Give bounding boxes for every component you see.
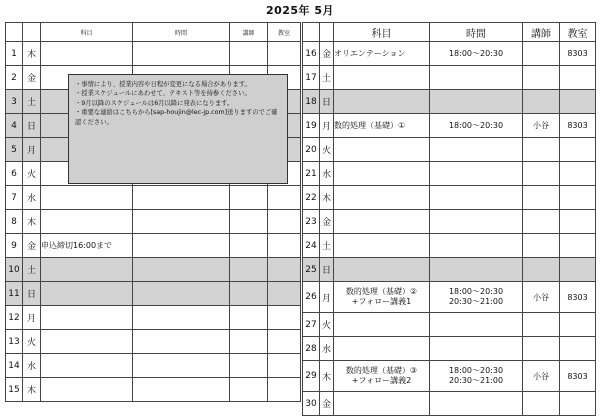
table-row: [6, 330, 301, 354]
time-cell: [430, 66, 523, 90]
day-cell: 4: [6, 114, 23, 138]
time-cell: [133, 354, 230, 378]
table-row: [6, 234, 301, 258]
time-cell: [430, 90, 523, 114]
weekday-cell: 土: [320, 234, 334, 258]
weekday-cell: 水: [320, 162, 334, 186]
time-cell: [430, 337, 523, 361]
room-cell: [560, 258, 596, 282]
subject-cell: [334, 210, 430, 234]
table-row: [6, 306, 301, 330]
time-cell: [430, 162, 523, 186]
room-cell: [560, 162, 596, 186]
lecturer-cell: [523, 42, 560, 66]
header-time: 時間: [430, 23, 523, 42]
day-cell: 7: [6, 186, 23, 210]
weekday-cell: 日: [320, 258, 334, 282]
weekday-cell: 金: [320, 392, 334, 416]
room-cell: [268, 234, 301, 258]
weekday-cell: 土: [320, 66, 334, 90]
day-cell: 11: [6, 282, 23, 306]
room-cell: [268, 282, 301, 306]
table-row: [303, 234, 596, 258]
table-row: [303, 337, 596, 361]
lecturer-cell: [230, 378, 268, 402]
schedule-table-right: [302, 22, 596, 416]
header-row: [303, 23, 596, 42]
subject-cell: [334, 66, 430, 90]
lecturer-cell: [523, 186, 560, 210]
weekday-cell: 日: [320, 90, 334, 114]
subject-cell: [334, 186, 430, 210]
notice-box: [68, 74, 288, 184]
weekday-cell: 水: [23, 354, 41, 378]
subject-cell: [41, 42, 133, 66]
table-row: [303, 210, 596, 234]
day-cell: 16: [303, 42, 320, 66]
notice-line: ・9月以降のスケジュールは6月以降に発表になります。: [75, 99, 234, 107]
lecturer-cell: [523, 337, 560, 361]
weekday-cell: 月: [23, 138, 41, 162]
room-cell: [560, 313, 596, 337]
day-cell: 21: [303, 162, 320, 186]
weekday-cell: 土: [23, 90, 41, 114]
day-cell: 15: [6, 378, 23, 402]
weekday-cell: 日: [23, 114, 41, 138]
room-cell: [268, 306, 301, 330]
time-cell: [430, 210, 523, 234]
table-row: [6, 282, 301, 306]
day-cell: 2: [6, 66, 23, 90]
weekday-cell: 木: [23, 42, 41, 66]
table-row: [6, 42, 301, 66]
day-cell: 14: [6, 354, 23, 378]
day-cell: 19: [303, 114, 320, 138]
subject-cell: [41, 186, 133, 210]
table-row: [303, 42, 596, 66]
table-row: [303, 186, 596, 210]
time-cell: [430, 392, 523, 416]
subject-cell: [41, 210, 133, 234]
weekday-cell: 火: [320, 138, 334, 162]
header-lecturer: 講師: [523, 23, 560, 42]
subject-cell: 数的処理（基礎）③ +フォロー講義2: [334, 361, 430, 392]
time-cell: [430, 138, 523, 162]
day-cell: 1: [6, 42, 23, 66]
room-cell: [268, 210, 301, 234]
room-cell: 8303: [560, 42, 596, 66]
subject-cell: 数的処理（基礎）①: [334, 114, 430, 138]
subject-cell: [334, 337, 430, 361]
weekday-cell: 木: [320, 361, 334, 392]
header-day-cell: [303, 23, 320, 42]
room-cell: [560, 337, 596, 361]
lecturer-cell: [523, 392, 560, 416]
day-cell: 3: [6, 90, 23, 114]
time-cell: [133, 186, 230, 210]
table-row: [303, 90, 596, 114]
time-cell: [133, 378, 230, 402]
room-cell: [268, 378, 301, 402]
subject-cell: 数的処理（基礎）② +フォロー講義1: [334, 282, 430, 313]
room-cell: [268, 330, 301, 354]
lecturer-cell: [523, 66, 560, 90]
lecturer-cell: [523, 313, 560, 337]
table-row: [303, 162, 596, 186]
weekday-cell: 月: [23, 306, 41, 330]
weekday-cell: 土: [23, 258, 41, 282]
lecturer-cell: [230, 306, 268, 330]
time-cell: [133, 282, 230, 306]
subject-cell: [41, 378, 133, 402]
room-cell: 8303: [560, 114, 596, 138]
weekday-cell: 木: [23, 210, 41, 234]
time-cell: [430, 234, 523, 258]
time-cell: [133, 210, 230, 234]
subject-cell: [334, 162, 430, 186]
notice-line: ・授業スケジュールにあわせて、テキスト等を持参ください。: [75, 90, 251, 98]
lecturer-cell: [230, 354, 268, 378]
header-subject: 科目: [41, 23, 133, 42]
time-cell: 18:00～20:30: [430, 42, 523, 66]
header-room: 教室: [560, 23, 596, 42]
day-cell: 29: [303, 361, 320, 392]
room-cell: [560, 210, 596, 234]
table-row: [303, 313, 596, 337]
header-room: 教室: [268, 23, 301, 42]
subject-cell: [41, 282, 133, 306]
day-cell: 6: [6, 162, 23, 186]
subject-cell: [41, 306, 133, 330]
room-cell: [268, 186, 301, 210]
lecturer-cell: [523, 90, 560, 114]
header-day-cell: [6, 23, 23, 42]
lecturer-cell: [230, 210, 268, 234]
table-row: [303, 138, 596, 162]
table-row: [303, 258, 596, 282]
room-cell: 8303: [560, 361, 596, 392]
day-cell: 30: [303, 392, 320, 416]
weekday-cell: 木: [23, 378, 41, 402]
table-row: [6, 210, 301, 234]
table-row: [6, 258, 301, 282]
time-cell: [430, 313, 523, 337]
day-cell: 5: [6, 138, 23, 162]
weekday-cell: 水: [23, 186, 41, 210]
subject-cell: [41, 354, 133, 378]
weekday-cell: 金: [23, 66, 41, 90]
weekday-cell: 木: [320, 186, 334, 210]
table-row: [6, 378, 301, 402]
room-cell: [268, 42, 301, 66]
weekday-cell: 火: [320, 313, 334, 337]
lecturer-cell: [523, 258, 560, 282]
table-row: [6, 186, 301, 210]
notice-line: ・事情により、授業内容や日程が変更になる場合があります。: [75, 81, 251, 88]
day-cell: 27: [303, 313, 320, 337]
room-cell: [560, 186, 596, 210]
header-weekday-cell: [320, 23, 334, 42]
header-lecturer: 講師: [230, 23, 268, 42]
room-cell: [268, 258, 301, 282]
lecturer-cell: 小谷: [523, 114, 560, 138]
table-row: [303, 114, 596, 138]
time-cell: [430, 186, 523, 210]
room-cell: [560, 234, 596, 258]
day-cell: 10: [6, 258, 23, 282]
weekday-cell: 火: [23, 162, 41, 186]
room-cell: [560, 90, 596, 114]
day-cell: 22: [303, 186, 320, 210]
time-cell: [133, 306, 230, 330]
day-cell: 28: [303, 337, 320, 361]
page-title: 2025年 5月: [265, 4, 335, 17]
day-cell: 13: [6, 330, 23, 354]
subject-cell: [334, 234, 430, 258]
subject-cell: オリエンテーション: [334, 42, 430, 66]
lecturer-cell: [523, 138, 560, 162]
weekday-cell: 日: [23, 282, 41, 306]
time-cell: [133, 330, 230, 354]
subject-cell: [334, 313, 430, 337]
time-cell: [133, 42, 230, 66]
header-subject: 科目: [334, 23, 430, 42]
subject-cell: [334, 258, 430, 282]
lecturer-cell: [230, 186, 268, 210]
subject-cell: [334, 90, 430, 114]
lecturer-cell: 小谷: [523, 282, 560, 313]
weekday-cell: 金: [320, 210, 334, 234]
lecturer-cell: [523, 162, 560, 186]
day-cell: 24: [303, 234, 320, 258]
day-cell: 25: [303, 258, 320, 282]
lecturer-cell: [230, 282, 268, 306]
subject-cell: [41, 258, 133, 282]
subject-cell: [334, 392, 430, 416]
time-cell: 18:00～20:30 20:30～21:00: [430, 361, 523, 392]
time-cell: [430, 258, 523, 282]
day-cell: 17: [303, 66, 320, 90]
time-cell: 18:00～20:30: [430, 114, 523, 138]
weekday-cell: 水: [320, 337, 334, 361]
header-time: 時間: [133, 23, 230, 42]
weekday-cell: 金: [320, 42, 334, 66]
room-cell: [560, 392, 596, 416]
time-cell: [133, 258, 230, 282]
lecturer-cell: [230, 234, 268, 258]
header-weekday-cell: [23, 23, 41, 42]
weekday-cell: 月: [320, 282, 334, 313]
table-row: [303, 392, 596, 416]
lecturer-cell: [230, 330, 268, 354]
day-cell: 23: [303, 210, 320, 234]
weekday-cell: 火: [23, 330, 41, 354]
notice-line: ・重要な連絡はこちらから[sap-houjin@lec-jp.com]送りますのでご確認ください。: [75, 109, 278, 126]
table-row: [303, 282, 596, 313]
room-cell: [560, 138, 596, 162]
day-cell: 12: [6, 306, 23, 330]
subject-cell: [41, 330, 133, 354]
lecturer-cell: [230, 258, 268, 282]
day-cell: 20: [303, 138, 320, 162]
time-cell: 18:00～20:30 20:30～21:00: [430, 282, 523, 313]
lecturer-cell: [523, 234, 560, 258]
lecturer-cell: [523, 210, 560, 234]
time-cell: [133, 234, 230, 258]
table-row: [6, 354, 301, 378]
day-cell: 18: [303, 90, 320, 114]
day-cell: 26: [303, 282, 320, 313]
lecturer-cell: [230, 42, 268, 66]
weekday-cell: 金: [23, 234, 41, 258]
subject-cell: [334, 138, 430, 162]
room-cell: [560, 66, 596, 90]
day-cell: 8: [6, 210, 23, 234]
day-cell: 9: [6, 234, 23, 258]
room-cell: [268, 354, 301, 378]
header-row: [6, 23, 301, 42]
weekday-cell: 月: [320, 114, 334, 138]
room-cell: 8303: [560, 282, 596, 313]
lecturer-cell: 小谷: [523, 361, 560, 392]
subject-cell: 申込締切16:00まで: [41, 234, 133, 258]
table-row: [303, 66, 596, 90]
table-row: [303, 361, 596, 392]
